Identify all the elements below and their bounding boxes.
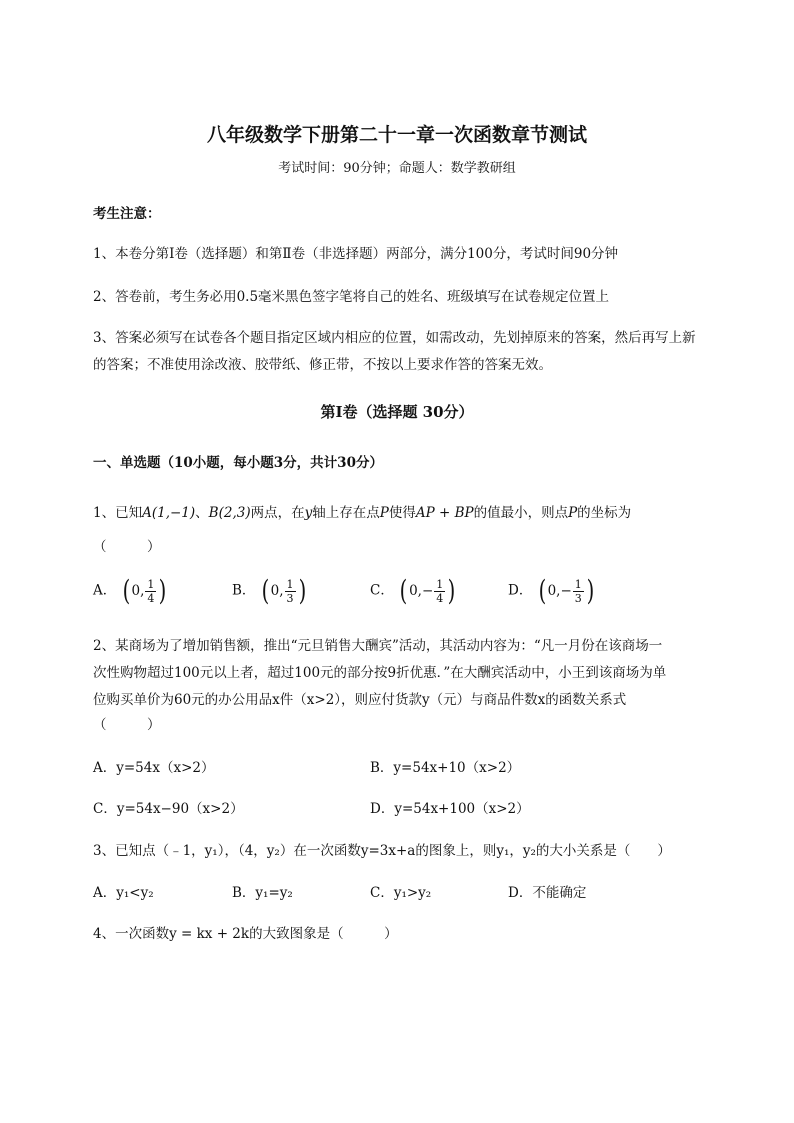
fraction [434, 578, 445, 605]
q1-option-d[interactable] [508, 574, 596, 607]
question-4: 4、一次函数y = kx + 2k的大致图象是（ ） [93, 926, 398, 942]
numerator: 1 [286, 577, 294, 591]
zero: 0, [270, 583, 284, 599]
section-title: 第I卷（选择题 30分） [320, 403, 474, 421]
notice-item-3-line1: 3、答案必须写在试卷各个题目指定区域内相应的位置，如需改动，先划掉原来的答案，然后再写上新 [93, 330, 696, 346]
q2-answer-blank: （ ） [93, 717, 161, 733]
q1-answer-blank: （ ） [93, 539, 161, 555]
denominator: 4 [147, 591, 155, 605]
q1-option-c[interactable] [370, 574, 457, 607]
notice-item-3-line2: 的答案；不准使用涂改液、胶带纸、修正带，不按以上要求作答的答案无效。 [93, 357, 552, 373]
q1-text-3: 使得 [388, 505, 416, 521]
coordinate: ( 0, $\frac{1}{4}$ ) [122, 574, 167, 607]
ap-bp-expr: AP + BP [415, 505, 474, 521]
sign: − [421, 583, 434, 599]
fraction [285, 578, 296, 605]
sign: − [560, 583, 572, 599]
point-a: A(1,−1) [142, 505, 196, 521]
q3-option-b[interactable]: B．y₁=y₂ [232, 885, 293, 901]
option-label: B． [232, 582, 256, 599]
point-p-2: P [568, 505, 578, 521]
denominator: 3 [574, 591, 582, 605]
q1-text-1: 两点，在 [250, 505, 305, 521]
question-2-line3: 位购买单价为60元的办公用品x件（x>2），则应付货款y（元）与商品件数x的函数关系式 [93, 692, 627, 708]
option-label: A． [93, 582, 117, 599]
fraction [573, 578, 584, 605]
q1-option-a[interactable] [93, 574, 168, 607]
numerator: 1 [574, 577, 582, 591]
question-2-line1: 2、某商场为了增加销售额，推出“元旦销售大酬宾”活动，其活动内容为：“凡一月份在该商场一 [93, 638, 663, 654]
q2-option-b[interactable]: B．y=54x+10（x>2） [370, 760, 521, 776]
numerator: 1 [147, 577, 155, 591]
q1-option-b[interactable] [232, 574, 307, 607]
coordinate: ( 0, − $\frac{1}{3}$ ) [538, 574, 595, 607]
q3-option-d[interactable]: D．不能确定 [508, 885, 587, 901]
y-axis-var: y [304, 505, 313, 521]
question-3: 3、已知点（﹣1，y₁），（4，y₂）在一次函数y=3x+a的图象上，则y₁，y₂的大小关系是（ ） [93, 843, 671, 859]
point-b: B(2,3) [208, 505, 251, 521]
notice-item-2: 2、答卷前，考生务必用0.5毫米黑色签字笔将自己的姓名、班级填写在试卷规定位置上 [93, 289, 610, 305]
option-label: D． [508, 582, 533, 599]
question-2-line2: 次性购物超过100元以上者，超过100元的部分按9折优惠．”在大酬宾活动中，小王到该商场为单 [93, 665, 667, 681]
q2-option-d[interactable]: D．y=54x+100（x>2） [370, 801, 530, 817]
page-title: 八年级数学下册第二十一章一次函数章节测试 [206, 124, 587, 146]
zero: 0, [131, 583, 145, 599]
q1-text-5: 的坐标为 [577, 505, 632, 521]
option-label: C． [370, 582, 394, 599]
coordinate: ( 0, $\frac{1}{3}$ ) [261, 574, 306, 607]
part-heading: 一、单选题（10小题，每小题3分，共计30分） [93, 455, 383, 471]
point-p: P [379, 505, 389, 521]
q3-option-c[interactable]: C．y₁>y₂ [370, 885, 432, 901]
q2-option-a[interactable]: A．y=54x（x>2） [93, 760, 215, 776]
question-1 [93, 501, 631, 521]
q1-prefix: 1、已知 [93, 505, 143, 521]
zero: 0, [409, 583, 422, 599]
numerator: 1 [436, 577, 444, 591]
notice-heading: 考生注意： [93, 206, 161, 222]
coordinate: ( 0, − $\frac{1}{4}$ ) [399, 574, 456, 607]
q1-text-4: 的值最小，则点 [473, 505, 569, 521]
zero: 0, [547, 583, 561, 599]
q1-sep: 、 [195, 505, 209, 521]
exam-info: 考试时间：90分钟；命题人：数学教研组 [278, 161, 516, 176]
denominator: 3 [286, 591, 294, 605]
fraction [145, 578, 156, 605]
denominator: 4 [436, 591, 444, 605]
notice-item-1: 1、本卷分第I卷（选择题）和第Ⅱ卷（非选择题）两部分，满分100分，考试时间90分钟 [93, 246, 619, 262]
q3-option-a[interactable]: A．y₁<y₂ [93, 885, 154, 901]
q1-text-2: 轴上存在点 [312, 505, 380, 521]
q2-option-c[interactable]: C．y=54x−90（x>2） [93, 801, 244, 817]
